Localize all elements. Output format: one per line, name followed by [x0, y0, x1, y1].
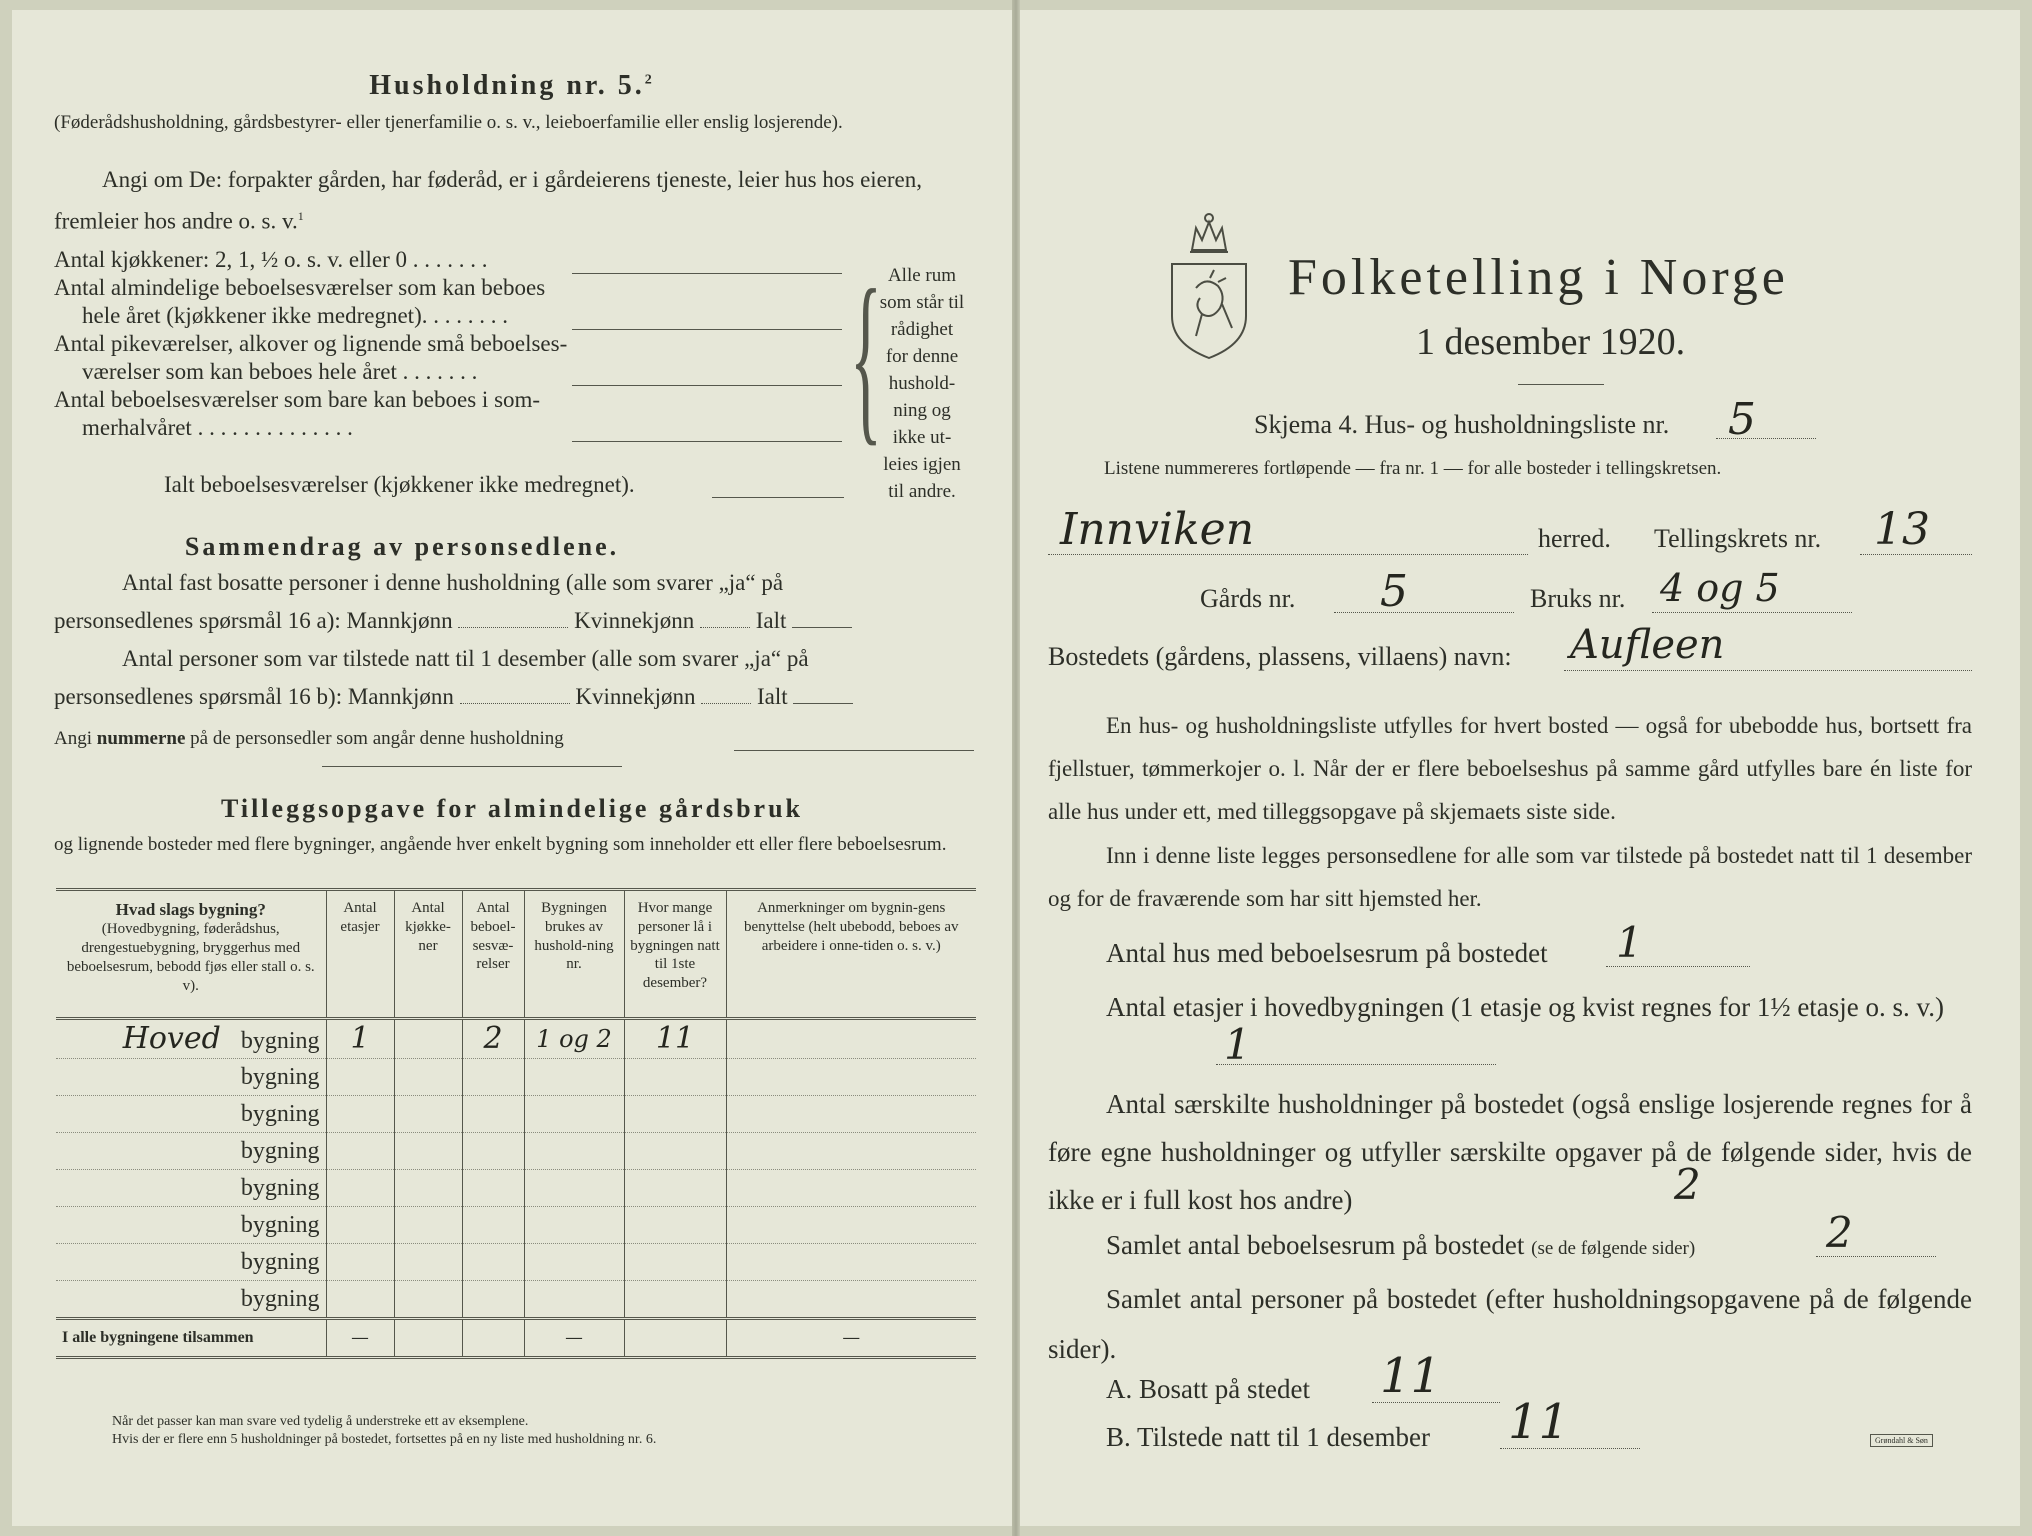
kitchens-cell[interactable] — [394, 1280, 462, 1318]
side-note: Alle rum som står til rådighet for denne hushold- ning og ikke ut- leies igjen til andre. — [879, 265, 965, 502]
table-row — [56, 1058, 976, 1095]
kitchens-cell[interactable] — [394, 1132, 462, 1169]
building-type-cell[interactable]: bygning — [56, 1243, 326, 1280]
husholdninger-label: Antal særskilte husholdninger på bostedet (også enslige losjerende regnes for å føre egne husholdninger og utfyller særskilte opgaver på de følgende sider, hvis de ikke er i full kost hos andre) — [1048, 1089, 1972, 1215]
divider — [322, 766, 622, 767]
floors-cell[interactable]: 1 — [326, 1019, 394, 1059]
present-female-field[interactable] — [701, 703, 751, 704]
table-row — [56, 1019, 976, 1059]
etasjer-field[interactable] — [1216, 1064, 1496, 1065]
header-rooms: Antal beboel-sesvæ-relser — [462, 890, 524, 1019]
gards-field[interactable] — [1334, 612, 1514, 613]
samlet-rum-field[interactable] — [1816, 1256, 1936, 1257]
building-type-cell[interactable]: bygning — [56, 1058, 326, 1095]
footnote-2: Hvis der er flere enn 5 husholdninger på bostedet, fortsettes på en ny liste med husholdning nr. 6. — [112, 1432, 657, 1447]
header-kitchens: Antal kjøkke-ner — [394, 890, 462, 1019]
persons-cell[interactable] — [624, 1280, 726, 1318]
building-type-cell[interactable]: Hoved bygning — [56, 1019, 326, 1059]
small-rooms-field[interactable] — [572, 385, 842, 386]
bruks-value[interactable]: 4 og 5 — [1660, 566, 1780, 610]
header-household-nr: Bygningen brukes av hushold-ning nr. — [524, 890, 624, 1019]
rooms-line: værelser som kan beboes hele året . . . . . . . — [82, 359, 478, 384]
household-subtitle: (Føderådshusholdning, gårdsbestyrer- eller tjenerfamilie o. s. v., leieboerfamilie eller enslig losjerende). — [54, 112, 843, 133]
building-type-cell[interactable]: bygning — [56, 1132, 326, 1169]
header-persons: Hvor mange personer lå i bygningen natt til 1ste desember? — [624, 890, 726, 1019]
floors-cell[interactable] — [326, 1243, 394, 1280]
etasjer-label: Antal etasjer i hovedbygningen (1 etasje og kvist regnes for 1½ etasje o. s. v.) — [1106, 992, 1945, 1022]
rooms-line: Antal pikeværelser, alkover og lignende små beboelses- — [54, 331, 568, 356]
husholdninger-value[interactable]: 2 — [1674, 1160, 1701, 1209]
tilstede-field[interactable] — [1500, 1448, 1640, 1449]
remarks-cell[interactable] — [726, 1019, 976, 1059]
rooms-cell[interactable] — [462, 1132, 524, 1169]
list-number-value[interactable]: 5 — [1728, 394, 1756, 445]
remarks-cell[interactable] — [726, 1132, 976, 1169]
kitchens-cell[interactable] — [394, 1019, 462, 1059]
herred-label: herred. — [1538, 524, 1611, 553]
persons-cell[interactable] — [624, 1132, 726, 1169]
household-nr-cell[interactable] — [524, 1169, 624, 1206]
samlet-personer-label: Samlet antal personer på bostedet (efter husholdningsopgavene på de følgende sider). — [1048, 1284, 1972, 1364]
remarks-cell[interactable] — [726, 1169, 976, 1206]
kitchens-cell[interactable] — [394, 1169, 462, 1206]
household-nr-cell[interactable]: 1 og 2 — [524, 1019, 624, 1059]
resident-male-field[interactable] — [458, 627, 568, 628]
total-dash: — — [726, 1318, 976, 1357]
summary-line-2a: Antal personer som var tilstede natt til 1 desember (alle som svarer „ja“ på — [122, 646, 809, 671]
bruks-field[interactable] — [1652, 612, 1852, 613]
total-dash: — — [524, 1318, 624, 1357]
bosatt-label: A. Bosatt på stedet — [1106, 1374, 1310, 1404]
total-dash: — — [326, 1318, 394, 1357]
coat-of-arms-icon — [1166, 208, 1252, 360]
printer-stamp: Grøndahl & Søn — [1870, 1434, 1933, 1447]
bostedets-value[interactable]: Aufleen — [1570, 622, 1725, 668]
header-floors: Antal etasjer — [326, 890, 394, 1019]
buildings-table — [56, 888, 976, 1359]
table-row — [56, 1243, 976, 1280]
present-total-field[interactable] — [793, 703, 853, 704]
bosatt-value[interactable]: 11 — [1380, 1348, 1442, 1404]
rooms-line: Antal kjøkkener: 2, 1, ½ o. s. v. eller 0 . . . . . . . — [54, 247, 488, 272]
household-nr-cell[interactable] — [524, 1243, 624, 1280]
person-numbers-field[interactable] — [734, 750, 974, 751]
total-kitchens-cell[interactable] — [394, 1318, 462, 1357]
summary-line-1a: Antal fast bosatte personer i denne husholdning (alle som svarer „ja“ på — [122, 570, 784, 595]
remarks-cell[interactable] — [726, 1095, 976, 1132]
antal-hus-field[interactable] — [1606, 966, 1750, 967]
listene-note: Listene nummereres fortløpende — fra nr. 1 — for alle bosteder i tellingskretsen. — [1104, 458, 1722, 479]
gards-label: Gårds nr. — [1200, 584, 1296, 613]
rooms-cell[interactable] — [462, 1169, 524, 1206]
skjema-label: Skjema 4. Hus- og husholdningsliste nr. — [1254, 410, 1670, 439]
floors-cell[interactable] — [326, 1206, 394, 1243]
antal-hus-label: Antal hus med beboelsesrum på bostedet — [1106, 938, 1548, 968]
tellingskrets-field[interactable] — [1860, 554, 1972, 555]
household-nr-cell[interactable] — [524, 1095, 624, 1132]
kitchens-cell[interactable] — [394, 1243, 462, 1280]
rooms-cell[interactable] — [462, 1206, 524, 1243]
rooms-line: merhalvåret . . . . . . . . . . . . . . — [82, 415, 353, 440]
floors-cell[interactable] — [326, 1132, 394, 1169]
bostedets-label: Bostedets (gårdens, plassens, villaens) navn: — [1048, 642, 1512, 671]
floors-cell[interactable] — [326, 1280, 394, 1318]
samlet-rum-value[interactable]: 2 — [1826, 1208, 1853, 1257]
angi-nummerne: Angi nummerne på de personsedler som angår denne husholdning — [54, 728, 564, 749]
household-nr-cell[interactable] — [524, 1058, 624, 1095]
herred-value[interactable]: Innviken — [1060, 504, 1255, 555]
household-nr-cell[interactable] — [524, 1206, 624, 1243]
kitchens-cell[interactable] — [394, 1058, 462, 1095]
total-rooms-field[interactable] — [712, 497, 844, 498]
table-row — [56, 1280, 976, 1318]
remarks-cell[interactable] — [726, 1058, 976, 1095]
household-nr-cell[interactable] — [524, 1132, 624, 1169]
gards-value[interactable]: 5 — [1380, 566, 1408, 617]
persons-cell[interactable] — [624, 1095, 726, 1132]
form-date: 1 desember 1920. — [1416, 321, 1686, 363]
right-page — [1020, 10, 2020, 1526]
total-row-label: I alle bygningene tilsammen — [56, 1318, 326, 1357]
instructions-para-1: En hus- og husholdningsliste utfylles for hvert bosted — også for ubebodde hus, bortsett fra fjellstuer, tømmerkojer o. l. Når der er flere beboelseshus på samme gård utfylles bare én liste for alle hus under ett, med tilleggsopgave på skjemaets siste side. — [1048, 713, 1972, 824]
table-row — [56, 1206, 976, 1243]
rooms-cell[interactable] — [462, 1095, 524, 1132]
antal-hus-value[interactable]: 1 — [1616, 918, 1643, 967]
total-persons-cell[interactable] — [624, 1318, 726, 1357]
summer-rooms-field[interactable] — [572, 441, 842, 442]
tellingskrets-label: Tellingskrets nr. — [1654, 524, 1822, 553]
floors-cell[interactable] — [326, 1058, 394, 1095]
present-male-field[interactable] — [460, 703, 570, 704]
rooms-cell[interactable] — [462, 1243, 524, 1280]
household-instruction: Angi om De: forpakter gården, har føderåd, er i gårdeierens tjeneste, leier hus hos eieren, fremleier hos andre o. s. v.$^1$ — [54, 167, 922, 234]
left-page — [12, 10, 1012, 1526]
building-type-cell[interactable]: bygning — [56, 1095, 326, 1132]
tilstede-value[interactable]: 11 — [1508, 1394, 1570, 1450]
summary-title: Sammendrag av personsedlene. — [184, 532, 620, 561]
tilstede-label: B. Tilstede natt til 1 desember — [1106, 1422, 1430, 1452]
remarks-cell[interactable] — [726, 1243, 976, 1280]
persons-cell[interactable] — [624, 1243, 726, 1280]
regular-rooms-field[interactable] — [572, 329, 842, 330]
household-nr-cell[interactable] — [524, 1280, 624, 1318]
supplement-title: Tilleggsopgave for almindelige gårdsbruk — [220, 794, 804, 823]
kitchens-field[interactable] — [572, 273, 842, 274]
persons-cell[interactable] — [624, 1206, 726, 1243]
tellingskrets-value[interactable]: 13 — [1874, 504, 1930, 555]
kitchens-cell[interactable] — [394, 1206, 462, 1243]
resident-female-field[interactable] — [700, 627, 750, 628]
rooms-line: Antal almindelige beboelsesværelser som kan beboes — [54, 275, 546, 300]
table-header-row — [56, 890, 976, 1019]
bruks-label: Bruks nr. — [1530, 584, 1626, 613]
herred-field[interactable] — [1048, 554, 1528, 555]
footnote-1: Når det passer kan man svare ved tydelig å understreke ett av eksemplene. — [112, 1414, 529, 1429]
persons-cell[interactable]: 11 — [624, 1019, 726, 1059]
table-total-row — [56, 1318, 976, 1357]
persons-cell[interactable] — [624, 1058, 726, 1095]
building-type-cell[interactable]: bygning — [56, 1206, 326, 1243]
samlet-rum-label: Samlet antal beboelsesrum på bostedet (se de følgende sider) — [1106, 1230, 1696, 1260]
table-row — [56, 1095, 976, 1132]
floors-cell[interactable] — [326, 1095, 394, 1132]
summary-line-2b: personsedlenes spørsmål 16 b): Mannkjønn Kvinnekjønn Ialt — [54, 684, 853, 710]
rooms-line: Antal beboelsesværelser som bare kan beboes i som- — [54, 387, 541, 412]
remarks-cell[interactable] — [726, 1280, 976, 1318]
list-number-field[interactable] — [1716, 438, 1816, 439]
header-remarks: Anmerkninger om bygnin-gens benyttelse (helt ubebodd, beboes av arbeidere i onne-tiden o. s. v.) — [726, 890, 976, 1019]
form-title: Folketelling i Norge — [1288, 249, 1789, 306]
table-row — [56, 1132, 976, 1169]
rooms-cell[interactable]: 2 — [462, 1019, 524, 1059]
resident-total-field[interactable] — [792, 627, 852, 628]
bosatt-field[interactable] — [1372, 1402, 1500, 1403]
instructions-para-2: Inn i denne liste legges personsedlene for alle som var tilstede på bostedet natt til 1 desember og for de fraværende som har sitt hjemsted her. — [1048, 843, 1972, 911]
supplement-subtitle: og lignende bosteder med flere bygninger, angående hver enkelt bygning som inneholder ett eller flere beboelsesrum. — [54, 834, 947, 855]
remarks-cell[interactable] — [726, 1206, 976, 1243]
rooms-lines — [54, 246, 567, 442]
summary-line-1b: personsedlenes spørsmål 16 a): Mannkjønn Kvinnekjønn Ialt — [54, 608, 852, 634]
household-heading: Husholdning nr. 5.$^2$ — [369, 70, 655, 101]
building-type-cell[interactable]: bygning — [56, 1280, 326, 1318]
rooms-cell[interactable] — [462, 1280, 524, 1318]
total-rooms-label: Ialt beboelsesværelser (kjøkkener ikke medregnet). — [164, 472, 635, 497]
bostedets-field[interactable] — [1564, 670, 1972, 671]
rooms-cell[interactable] — [462, 1058, 524, 1095]
header-building-type: Hvad slags bygning? (Hovedbygning, føderådshus, drengestuebygning, bryggerhus med beboelsesrum, bebodd fjøs eller stall o. s. v). — [56, 890, 326, 1019]
brace-icon: { — [850, 252, 882, 462]
floors-cell[interactable] — [326, 1169, 394, 1206]
total-rooms-cell[interactable] — [462, 1318, 524, 1357]
title-divider — [1518, 384, 1604, 385]
etasjer-value[interactable]: 1 — [1224, 1020, 1251, 1069]
table-row — [56, 1169, 976, 1206]
persons-cell[interactable] — [624, 1169, 726, 1206]
building-type-cell[interactable]: bygning — [56, 1169, 326, 1206]
kitchens-cell[interactable] — [394, 1095, 462, 1132]
rooms-line: hele året (kjøkkener ikke medregnet). . . . . . . . — [82, 303, 508, 328]
page-fold — [1012, 0, 1020, 1536]
